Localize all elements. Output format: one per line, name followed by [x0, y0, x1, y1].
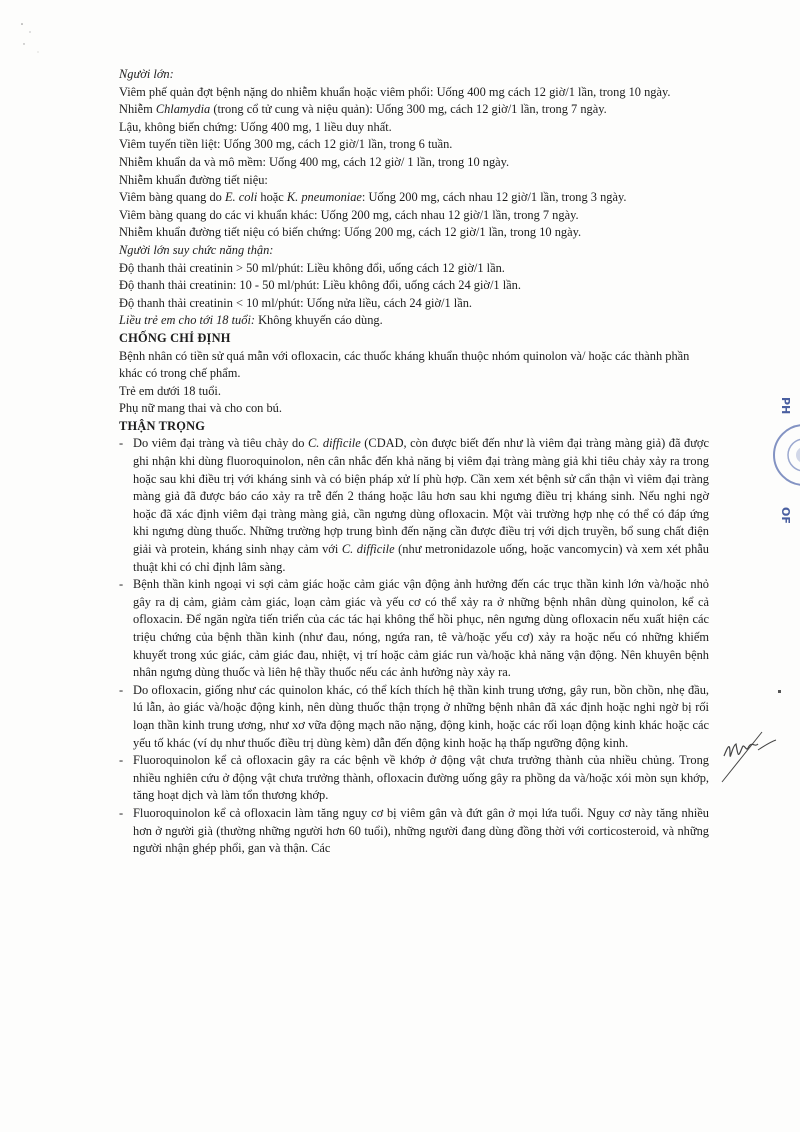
- contraindications-heading: CHỐNG CHỈ ĐỊNH: [119, 330, 231, 345]
- dosage-prostatitis: Viêm tuyến tiền liệt: Uống 300 mg, cách 12 giờ/1 lần, trong 6 tuần.: [119, 137, 453, 152]
- bullet-dash: -: [119, 753, 124, 768]
- dosage-cystitis-ecoli: [119, 189, 709, 207]
- text-run: Không khuyến cáo dùng.: [255, 313, 383, 328]
- dosage-complicated-uti: Nhiễm khuẩn đường tiết niệu có biến chứng: Uống 200 mg, cách 12 giờ/1 lần, trong 10 ngày.: [119, 225, 582, 240]
- dosage-chlamydia: [119, 101, 709, 119]
- text-run: Fluoroquinolon kể cả ofloxacin làm tăng nguy cơ bị viêm gân và đứt gân ở mọi lứa tuổi. Nguy cơ này tăng nhiều hơn ở người già (thường những người hơn 60 tuổi), những người đang dùng đồng thời với corticosteroid, và những người nhận ghép phổi, gan và thận. Các: [133, 805, 709, 856]
- dosage-bronchitis: Viêm phế quản đợt bệnh nặng do nhiễm khuẩn hoặc viêm phổi: Uống 400 mg cách 12 giờ/1 lần, trong 10 ngày.: [119, 84, 671, 99]
- text-run: Nhiễm: [119, 102, 156, 117]
- renal-line: Độ thanh thải creatinin > 50 ml/phút: Liều không đổi, uống cách 12 giờ/1 lần.: [119, 260, 505, 275]
- adults-subheading: Người lớn:: [119, 67, 174, 81]
- precaution-item: [119, 752, 709, 805]
- text-run: Do ofloxacin, giống như các quinolon khác, có thể kích thích hệ thần kinh trung ương, gây run, bồn chồn, nhẹ đầu, lú lẫn, ảo giác và/hoặc động kinh, nên dùng thuốc thận trọng ở những bệnh nhân đã xác định hoặc nghi ngờ bị rối loạn thần kinh trung ương, như xơ vữa động mạch não nặng, động kinh, hoặc các rối loạn động kinh khác hoặc các yếu tố khác (ví dụ như thuốc điều trị dùng kèm) dẫn đến động kinh hoặc hạ thấp ngưỡng động kinh.: [133, 682, 709, 750]
- text-run: (CDAD, còn được biết đến như là viêm đại tràng màng giả) đã được ghi nhận khi dùng fluoroquinolon, nên cân nhắc đến khả năng bị viêm đại tràng màng giả khi tiêu chảy xảy ra trong hoặc sau khi điều trị với kháng sinh và có biện pháp xử lí phù hợp. Cần xem xét bệnh sử cẩn thận vì viêm đại tràng màng giả đã được báo cáo xảy ra trễ đến 2 tháng hoặc lâu hơn sau khi ngưng điều trị kháng sinh. Nếu nghi ngờ hoặc đã xác định viêm đại tràng màng giả, cần ngưng dùng ofloxacin. Một vài trường hợp nhẹ có thể có đáp ứng khi ngưng dùng thuốc. Những trường hợp trung bình đến nặng cần được điều trị với dịch truyền, bổ sung chất điện giải và protein, kháng sinh nhạy cảm với: [133, 436, 709, 557]
- dosage-skin-infection: Nhiễm khuẩn da và mô mềm: Uống 400 mg, cách 12 giờ/ 1 lần, trong 10 ngày.: [119, 154, 510, 169]
- text-run: Do viêm đại tràng và tiêu chảy do: [133, 436, 308, 451]
- text-run: (trong cổ tử cung và niệu quản): Uống 300 mg, cách 12 giờ/1 lần, trong 7 ngày.: [210, 102, 607, 117]
- precautions-heading: THẬN TRỌNG: [119, 418, 206, 433]
- scan-specks: [18, 18, 48, 58]
- stamp-text-top: PH: [779, 397, 792, 415]
- dosage-cystitis-other: Viêm bàng quang do các vi khuẩn khác: Uống 200 mg, cách nhau 12 giờ/1 lần, trong 7 ngày.: [119, 207, 579, 222]
- renal-subheading: Người lớn suy chức năng thận:: [119, 242, 274, 257]
- text-run: Viêm bàng quang do: [119, 190, 225, 205]
- text-run: C. difficile: [341, 542, 395, 557]
- renal-line: Độ thanh thải creatinin < 10 ml/phút: Uống nửa liều, cách 24 giờ/1 lần.: [119, 295, 473, 310]
- precaution-item: [119, 805, 709, 858]
- document-body: [119, 66, 709, 858]
- dosage-gonorrhea: Lậu, không biến chứng: Uống 400 mg, 1 liều duy nhất.: [119, 119, 392, 134]
- text-run: : Uống 200 mg, cách nhau 12 giờ/1 lần, trong 3 ngày.: [361, 190, 627, 205]
- children-label: Liều trẻ em cho tới 18 tuổi:: [119, 313, 256, 328]
- precaution-item: [119, 576, 709, 682]
- text-run: C. difficile: [307, 436, 361, 451]
- precaution-item: [119, 435, 709, 576]
- text-run: Bệnh thần kinh ngoại vi sợi cảm giác hoặc cảm giác vận động ảnh hưởng đến các trục thần kinh lớn và/hoặc nhỏ gây ra dị cảm, giảm cảm giác, loạn cảm giác và yếu cơ có thể xảy ra ở những bệnh nhân dùng quinolon, kể cả ofloxacin. Để ngăn ngừa tiến triển của các tác hại không thể hồi phục, nên ngưng dùng ofloxacin nếu xuất hiện các triệu chứng của bệnh thần kinh (như đau, nóng, ngứa ran, tê và/hoặc yếu cơ) xảy ra hoặc nếu có những khiếm khuyết trong xúc giác, cảm giác đau, nhiệt, vị trí hoặc cảm giác run và/hoặc khả năng vận động. Nên khuyên bệnh nhân ngưng dùng thuốc và liên hệ thầy thuốc nếu các ảnh hưởng này xảy ra.: [133, 577, 709, 680]
- uti-label: Nhiễm khuẩn đường tiết niệu:: [119, 172, 268, 187]
- text-run: K. pneumoniae: [286, 190, 362, 205]
- text-run: Fluoroquinolon kể cả ofloxacin gây ra các bệnh về khớp ở động vật chưa trưởng thành của nhiều chủng. Trong nhiều nghiên cứu ở động vật chưa trưởng thành, ofloxacin đường uống gây ra phồng da và/hoặc xói mòn sụn khớp, tăng hoạt dịch và làm tổn thương khớp.: [133, 753, 709, 803]
- stamp-text-bottom: OF: [779, 507, 792, 524]
- renal-line: Độ thanh thải creatinin: 10 - 50 ml/phút: Liều không đổi, uống cách 24 giờ/1 lần.: [119, 278, 521, 293]
- contraindication-line: Trẻ em dưới 18 tuổi.: [119, 383, 221, 398]
- contraindication-line: Bệnh nhân có tiền sử quá mẫn với ofloxacin, các thuốc kháng khuẩn thuộc nhóm quinolon và/ hoặc các thành phần khác có trong chế phẩm.: [119, 348, 690, 381]
- bullet-dash: -: [119, 577, 124, 592]
- text-run: hoặc: [257, 190, 287, 205]
- precaution-item: [119, 682, 709, 752]
- bullet-dash: -: [119, 436, 124, 451]
- bullet-dash: -: [119, 682, 124, 697]
- signature-initials: [718, 728, 778, 784]
- bullet-dash: -: [119, 805, 124, 820]
- text-run: E. coli: [224, 190, 258, 205]
- text-run: Chlamydia: [155, 102, 211, 117]
- margin-mark: [778, 690, 781, 693]
- company-stamp: [764, 395, 800, 545]
- children-dosage: [119, 312, 709, 330]
- contraindication-line: Phụ nữ mang thai và cho con bú.: [119, 401, 282, 416]
- text-run: (như metronidazole uống, hoặc vancomycin) và xem xét phẫu thuật khi có chỉ định lâm sàng.: [133, 542, 709, 574]
